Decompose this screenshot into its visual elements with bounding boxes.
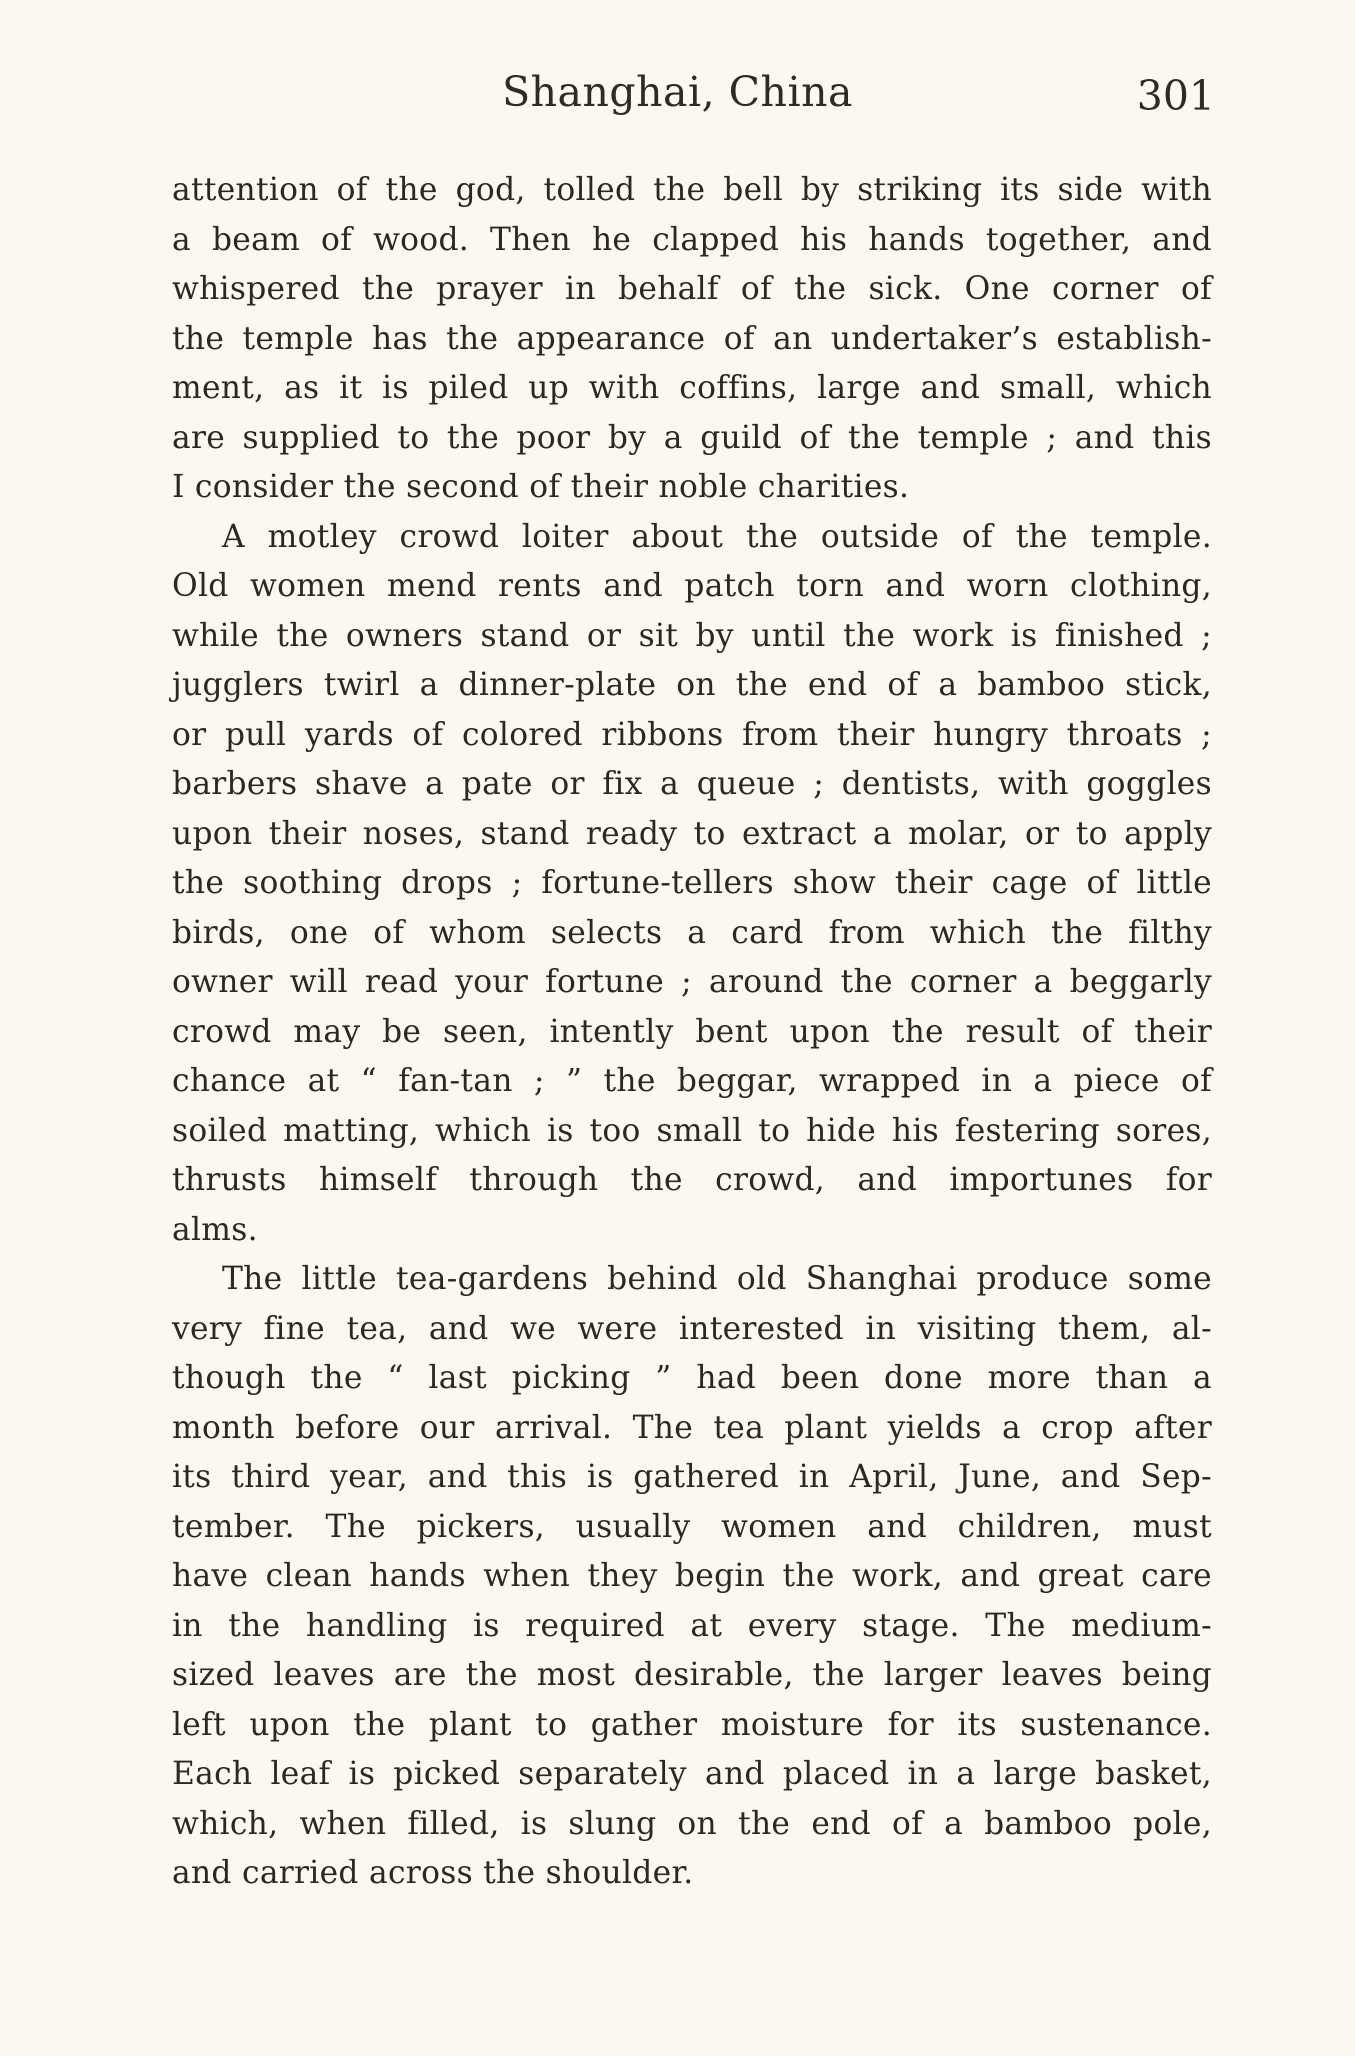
text-line: which, when filled, is slung on the end of a bamboo pole, [172, 1805, 1212, 1842]
text-line: are supplied to the poor by a guild of the temple ; and this [172, 419, 1212, 456]
text-line: month before our arrival. The tea plant yields a crop after [172, 1409, 1212, 1446]
body-text [172, 166, 1212, 1899]
text-line: The little tea-gardens behind old Shanghai produce some [222, 1261, 1212, 1297]
text-line: the soothing drops ; fortune-tellers show their cage of little [172, 865, 1212, 901]
text-line: birds, one of whom selects a card from which the filthy [172, 914, 1212, 951]
text-line: soiled matting, which is too small to hide his festering sores, [172, 1112, 1212, 1149]
text-line: and carried across the shoulder. [172, 1855, 694, 1891]
text-line: Each leaf is picked separately and placed in a large basket, [172, 1756, 1212, 1792]
text-line: jugglers twirl a dinner-plate on the end of a bamboo stick, [172, 667, 1212, 703]
text-line: left upon the plant to gather moisture for its sustenance. [172, 1706, 1212, 1743]
text-line: barbers shave a pate or fix a queue ; dentists, with goggles [172, 766, 1212, 802]
text-line: crowd may be seen, intently bent upon the result of their [172, 1013, 1212, 1050]
text-line: though the “ last picking ” had been done more than a [172, 1360, 1212, 1396]
running-head [0, 62, 1355, 122]
text-line: ment, as it is piled up with coffins, large and small, which [172, 370, 1212, 406]
text-line: very fine tea, and we were interested in visiting them, al- [172, 1310, 1212, 1347]
text-line: or pull yards of colored ribbons from their hungry throats ; [172, 716, 1212, 753]
text-line: upon their noses, stand ready to extract a molar, or to apply [172, 815, 1212, 852]
text-line: have clean hands when they begin the work, and great care [172, 1558, 1212, 1594]
page-number: 301 [1136, 72, 1215, 120]
text-line: I consider the second of their noble charities. [172, 469, 910, 505]
text-line: a beam of wood. Then he clapped his hands together, and [172, 221, 1212, 258]
text-line: sized leaves are the most desirable, the larger leaves being [172, 1657, 1212, 1693]
text-line: attention of the god, tolled the bell by striking its side with [172, 172, 1212, 208]
text-line: thrusts himself through the crowd, and importunes for [172, 1162, 1212, 1198]
text-line: while the owners stand or sit by until the work is finished ; [172, 617, 1212, 654]
running-title: Shanghai, China [502, 68, 853, 116]
text-line: A motley crowd loiter about the outside of the temple. [222, 518, 1212, 555]
text-line: owner will read your fortune ; around the corner a beggarly [172, 964, 1212, 1000]
text-line: whispered the prayer in behalf of the sick. One corner of [172, 271, 1212, 307]
text-line: in the handling is required at every stage. The medium- [172, 1607, 1212, 1644]
text-line: chance at “ fan-tan ; ” the beggar, wrapped in a piece of [172, 1063, 1212, 1099]
text-line: alms. [172, 1211, 258, 1248]
text-line: tember. The pickers, usually women and children, must [172, 1508, 1212, 1545]
text-line: its third year, and this is gathered in April, June, and Sep- [172, 1459, 1212, 1495]
text-line: Old women mend rents and patch torn and worn clothing, [172, 568, 1212, 604]
text-line: the temple has the appearance of an undertaker’s establish- [172, 320, 1212, 357]
